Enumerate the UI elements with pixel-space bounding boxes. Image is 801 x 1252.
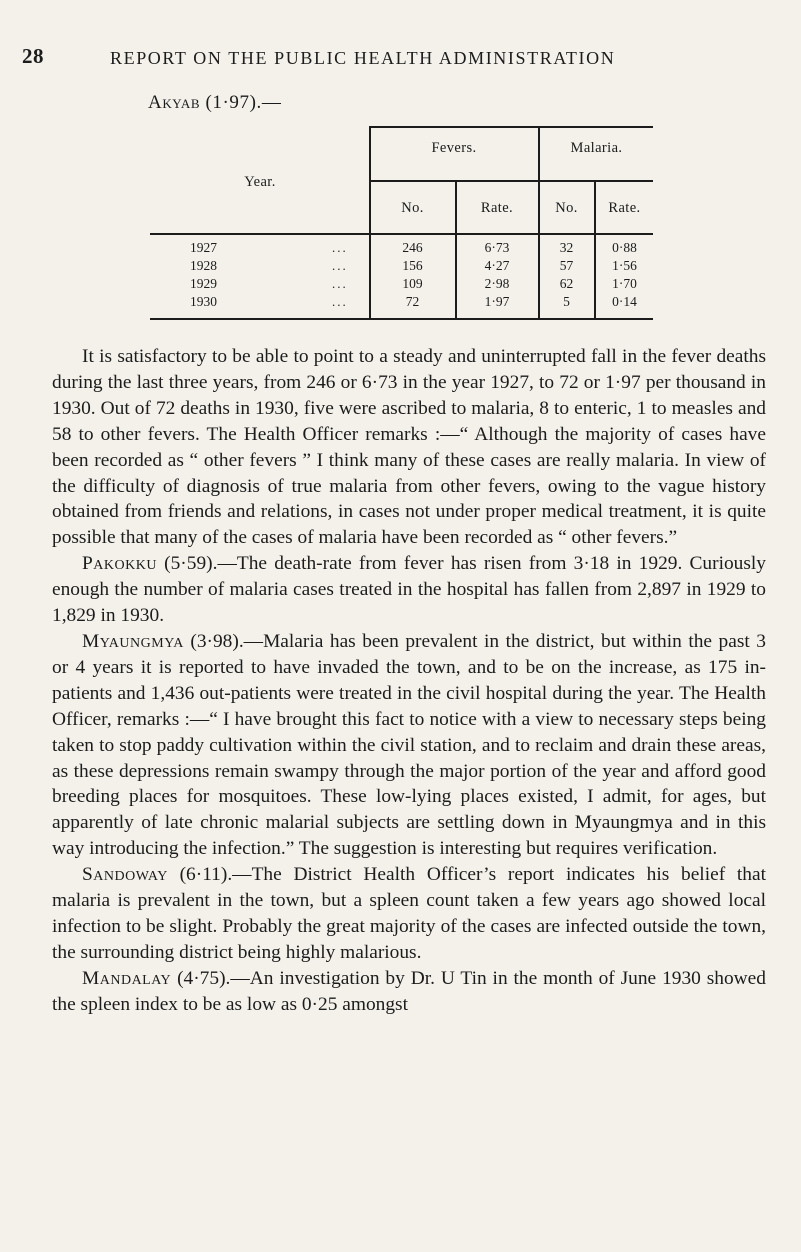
page-number: 28 [22,44,44,68]
paragraph-mandalay-text: (4·75).—An investigation by Dr. U Tin in the month of June 1930 showed the spleen index to be as low as 0·25 amongst [52,967,766,1015]
district-name-pakokku: Pakokku [82,553,157,575]
cell-fevers-rate: 4·27 [484,258,510,273]
header-malaria-rate: Rate. [608,200,641,216]
paragraph-akyab: It is satisfactory to be able to point to a steady and uninterrupted fall in the fever deaths during the last three years, from 246 or 6·73 in the year 1927, to 72 or 1·97 per thousand in 1930. Out of 72 deaths in 1930, five were ascribed to malaria, 8 to enteric, 1 to measles and 58 to other fevers. The Health Officer remarks :—“ Although the majority of cases have been recorded as “ other fevers ” I think many of these cases are really malaria. In view of the difficulty of diagnosis of true malaria from other fevers, owing to the vague history obtained from friends and relations, in cases not under proper medical treatment, it is quite possible that many of the cases of malaria have been recorded as “ other fevers.” [52,346,766,549]
cell-year: 1927 [190,240,217,255]
cell-malaria-no: 62 [559,276,574,291]
table-subheader-rule [369,180,653,182]
header-malaria: Malaria. [570,140,623,156]
cell-fevers-rate: 6·73 [484,240,510,255]
paragraph-pakokku [52,551,766,629]
cell-fevers-rate: 2·98 [484,276,510,291]
paragraph-sandoway [52,862,766,966]
district-name-sandoway: Sandoway [82,864,168,886]
section-heading-akyab: Akyab (1·97).— [148,92,282,113]
paragraph-myaungmya [52,629,766,862]
cell-fevers-no: 156 [402,258,423,273]
header-fevers-rate: Rate. [480,200,514,216]
paragraph-pakokku-text: (5·59).—The death-rate from fever has risen from 3·18 in 1929. Curiously enough the number of malaria cases treated in the hospital has fallen from 2,897 in 1929 to 1,829 in 1930. [52,553,766,627]
running-head: REPORT ON THE PUBLIC HEALTH ADMINISTRATION [110,48,616,68]
table-col-rule-4 [594,180,596,319]
leader-dots: ... [332,240,348,255]
cell-malaria-no: 32 [559,240,574,255]
cell-year: 1929 [190,276,217,291]
table-col-rule-2 [455,180,457,319]
cell-malaria-rate: 1·70 [612,276,637,291]
table-top-rule [369,126,653,128]
cell-fevers-rate: 1·97 [484,294,510,309]
header-year: Year. [244,174,276,190]
paragraph-mandalay [52,966,766,1018]
paragraph-sandoway-text: (6·11).—The District Health Officer’s report indicates his belief that malaria is prevalent in the town, but a spleen count taken a few years ago showed local infection to be slight. Probably the great majority of the cases are infected outside the town, the surrounding district being highly malarious. [52,864,766,963]
cell-malaria-no: 57 [559,258,574,273]
leader-dots: ... [332,276,348,291]
table-col-rule-1 [369,126,371,319]
header-fevers-no: No. [401,200,424,216]
header-fevers: Fevers. [431,140,477,156]
district-name-mandalay: Mandalay [82,967,172,989]
header-malaria-no: No. [555,200,578,216]
cell-fevers-no: 246 [402,240,423,255]
body-text [52,344,766,1018]
table-col-rule-3 [538,126,540,319]
cell-fevers-no: 72 [405,294,420,309]
cell-year: 1928 [190,258,217,273]
table-header-bottom-rule [150,233,653,235]
paragraph-myaungmya-text: (3·98).—Malaria has been prevalent in the district, but within the past 3 or 4 years it is reported to have invaded the town, and to be on the increase, as 175 in-patients and 1,436 out-patients were treated in the civil hospital during the year. The Health Officer, remarks :—“ I have brought this fact to notice with a view to necessary steps being taken to stop paddy cultivation within the civil station, and to reclaim and drain these areas, as these depressions remain swampy through the major portion of the year and afford good breeding places for mosquitoes. These low-lying places existed, I admit, for ages, but apparently of late chronic malarial subjects are settling down in Myaungmya and in this way introducing the infection.” The suggestion is interesting but requires verification. [52,630,766,860]
leader-dots: ... [332,294,348,309]
cell-fevers-no: 109 [402,276,423,291]
district-name-myaungmya: Myaungmya [82,630,184,652]
cell-malaria-rate: 1·56 [612,258,637,273]
leader-dots: ... [332,258,348,273]
table-bottom-rule [150,318,653,320]
cell-malaria-no: 5 [563,294,570,309]
cell-malaria-rate: 0·14 [612,294,637,309]
cell-malaria-rate: 0·88 [612,240,637,255]
cell-year: 1930 [190,294,217,309]
